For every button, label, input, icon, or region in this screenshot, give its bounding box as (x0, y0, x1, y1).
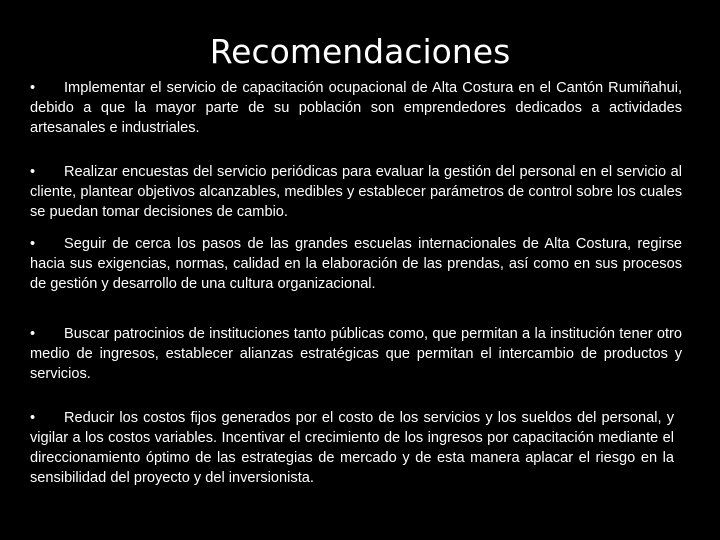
recommendation-item (30, 78, 682, 138)
recommendation-text: Realizar encuestas del servicio periódicas para evaluar la gestión del personal en el servicio al cliente, plantear objetivos alcanzables, medibles y establecer parámetros de control sobre los cuales se puedan tomar decisiones de cambio. (30, 164, 682, 220)
recommendation-item (30, 162, 682, 222)
recommendation-text: Implementar el servicio de capacitación ocupacional de Alta Costura en el Cantón Rumiñahui, debido a que la mayor parte de su población son emprendedores dedicados a actividades artesanales e industriales. (30, 80, 682, 136)
recommendation-item (30, 408, 674, 488)
bullet-marker: • (30, 80, 36, 96)
recommendation-text: Reducir los costos fijos generados por el costo de los servicios y los sueldos del personal, y vigilar a los costos variables. Incentivar el crecimiento de los ingresos por capacitación mediante el direccionamiento óptimo de las estrategias de mercado y de esta manera aplacar el riesgo en la sensibilidad del proyecto y del inversionista. (30, 410, 674, 486)
slide-title: Recomendaciones (209, 32, 511, 71)
recommendation-item (30, 324, 682, 384)
bullet-marker: • (30, 236, 36, 252)
bullet-marker: • (30, 410, 36, 426)
recommendation-text: Buscar patrocinios de instituciones tanto públicas como, que permitan a la institución tener otro medio de ingresos, establecer alianzas estratégicas que permitan el intercambio de productos y servicios. (30, 326, 682, 382)
recommendation-text: Seguir de cerca los pasos de las grandes escuelas internacionales de Alta Costura, regirse hacia sus exigencias, normas, calidad en la elaboración de las prendas, así como en sus procesos de gestión y desarrollo de una cultura organizacional. (30, 236, 682, 292)
recommendation-item (30, 234, 682, 294)
bullet-marker: • (30, 164, 36, 180)
bullet-marker: • (30, 326, 36, 342)
